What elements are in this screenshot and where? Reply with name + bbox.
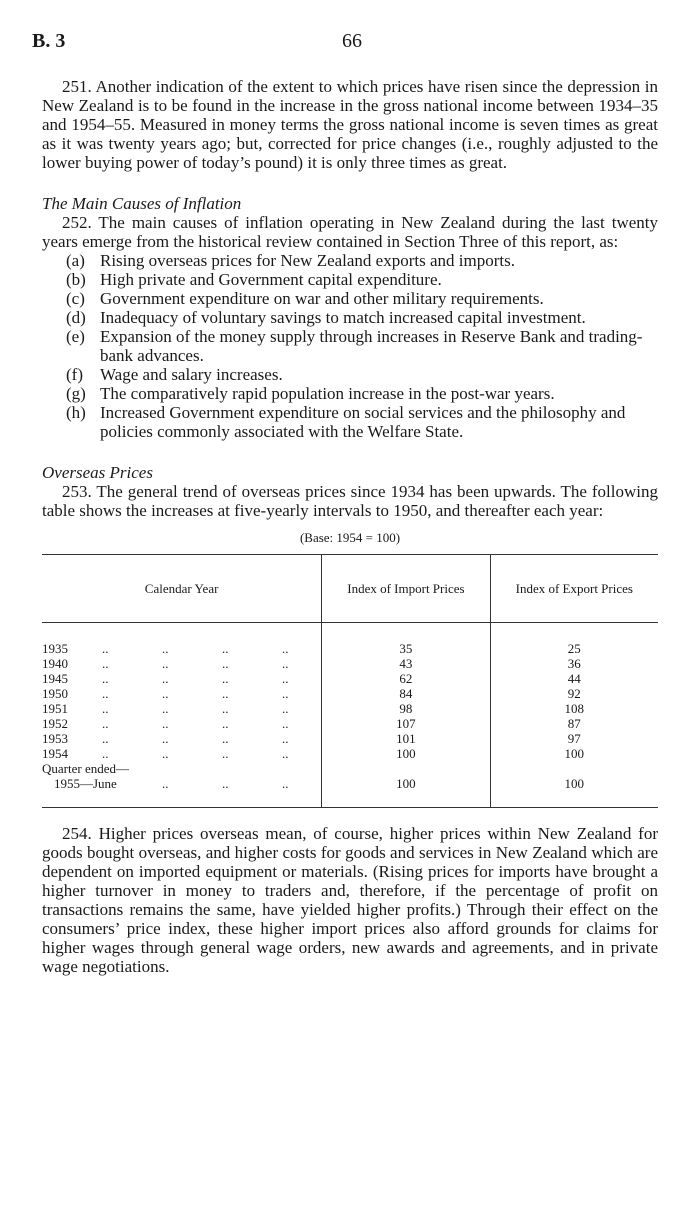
table-row: 1935 .. .. .. .. 35 25 [42, 623, 658, 657]
paragraph-252: 252. The main causes of inflation operating in New Zealand during the last twenty years emerge from the historical review contained in Section Three of this report, as: [42, 213, 658, 251]
header-calendar-year: Calendar Year [144, 581, 219, 596]
page-header [32, 30, 658, 56]
list-item: (g) The comparatively rapid population increase in the post-war years. [66, 384, 555, 403]
list-item: (h) Increased Government expenditure on social services and the philosophy and policies commonly associated with the Welfare State. [66, 403, 626, 441]
table-header-row [42, 555, 658, 623]
document-code: B. 3 [32, 30, 66, 52]
table-row: 1952 .. .. .. .. 107 87 [42, 716, 658, 731]
table-row: 1953 .. .. .. .. 101 97 [42, 731, 658, 746]
table-row: 1951 .. .. .. .. 98 108 [42, 701, 658, 716]
paragraph-251: 251. Another indication of the extent to which prices have risen since the depression in New Zealand is to be found in the increase in the gross national income between 1934–35 and 1954–55. Measured in money terms the gross national income is seven times as great as it was twenty years ago; but, corrected for price changes (i.e., roughly adjusted to the lower buying power of today’s pound) it is only three times as great. [42, 77, 658, 172]
table-row: 1950 .. .. .. .. 84 92 [42, 686, 658, 701]
table-row: 1955—June .. .. .. 100 100 [42, 776, 658, 808]
heading-main-causes: The Main Causes of Inflation [42, 194, 242, 213]
price-index-table [42, 554, 658, 808]
list-item: (d) Inadequacy of voluntary savings to match increased capital investment. [66, 308, 586, 327]
list-item: (a) Rising overseas prices for New Zealand exports and imports. [66, 251, 515, 270]
header-export-index: Index of Export Prices [490, 555, 658, 623]
causes-list [42, 251, 658, 441]
page-number: 66 [342, 30, 362, 52]
paragraph-254: 254. Higher prices overseas mean, of course, higher prices within New Zealand for goods bought overseas, and higher costs for goods and services in New Zealand which are dependent on imported equipment or materials. (Rising prices for imports have brought a higher turnover in money to traders and, therefore, if the percentage of profit on transactions remains the same, have yielded higher profits.) Through their effect on the consumers’ price index, these higher import prices also afford grounds for claims for higher wages through general wage orders, new awards and agreements, and in private wage negotiations. [42, 824, 658, 976]
list-item: (e) Expansion of the money supply through increases in Reserve Bank and trading-bank advances. [66, 327, 643, 365]
table-row: 1940 .. .. .. .. 43 36 [42, 656, 658, 671]
table-row [42, 761, 658, 776]
list-item: (f) Wage and salary increases. [66, 365, 283, 384]
list-item: (c) Government expenditure on war and other military requirements. [66, 289, 544, 308]
table-row: 1954 .. .. .. .. 100 100 [42, 746, 658, 761]
table-row: 1945 .. .. .. .. 62 44 [42, 671, 658, 686]
paragraph-253: 253. The general trend of overseas prices since 1934 has been upwards. The following table shows the increases at five-yearly intervals to 1950, and thereafter each year: [42, 482, 658, 520]
table-base-note: (Base: 1954 = 100) [299, 530, 401, 545]
heading-overseas-prices: Overseas Prices [42, 463, 153, 482]
header-import-index: Index of Import Prices [322, 555, 490, 623]
list-item: (b) High private and Government capital expenditure. [66, 270, 442, 289]
quarter-ended-label: Quarter ended— [42, 761, 129, 776]
